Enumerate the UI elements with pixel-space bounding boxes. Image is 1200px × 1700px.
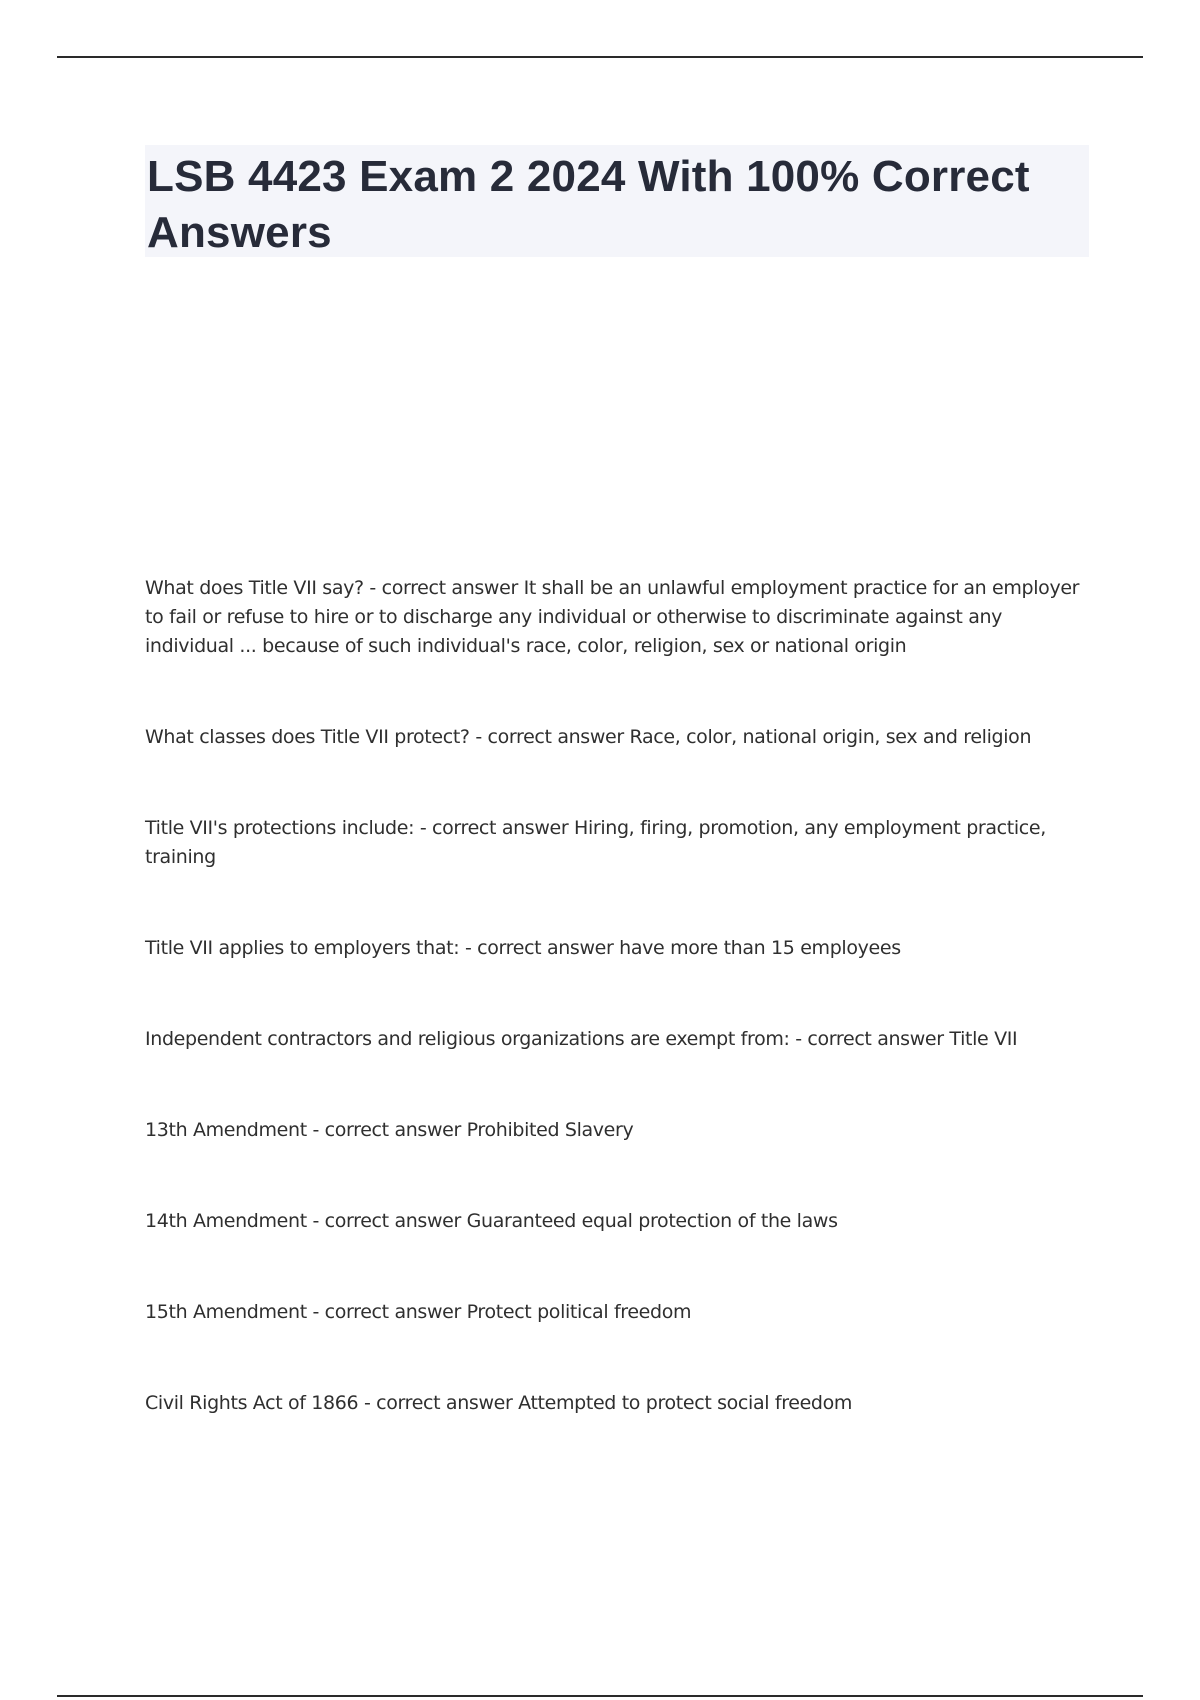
top-divider (57, 56, 1143, 58)
qa-entry: 15th Amendment - correct answer Protect political freedom (145, 1301, 692, 1323)
qa-entry: 13th Amendment - correct answer Prohibited Slavery (145, 1119, 634, 1141)
qa-entry: What does Title VII say? - correct answer It shall be an unlawful employment practice for an employer to fail or refuse to hire or to discharge any individual or otherwise to discriminate against any individual ... because of such individual's race, color, religion, sex or national origin (145, 577, 1080, 657)
qa-entry: Civil Rights Act of 1866 - correct answer Attempted to protect social freedom (145, 1392, 853, 1414)
qa-entry: Title VII applies to employers that: - correct answer have more than 15 employees (145, 937, 901, 959)
qa-list (145, 574, 1090, 1480)
qa-entry: 14th Amendment - correct answer Guaranteed equal protection of the laws (145, 1210, 838, 1232)
qa-entry: Title VII's protections include: - correct answer Hiring, firing, promotion, any employment practice, training (145, 817, 1046, 868)
page-title: LSB 4423 Exam 2 2024 With 100% Correct Answers (147, 152, 1030, 257)
title-banner (145, 145, 1089, 257)
bottom-divider (57, 1695, 1143, 1697)
qa-entry: Independent contractors and religious organizations are exempt from: - correct answer Title VII (145, 1028, 1018, 1050)
qa-entry: What classes does Title VII protect? - correct answer Race, color, national origin, sex and religion (145, 726, 1032, 748)
